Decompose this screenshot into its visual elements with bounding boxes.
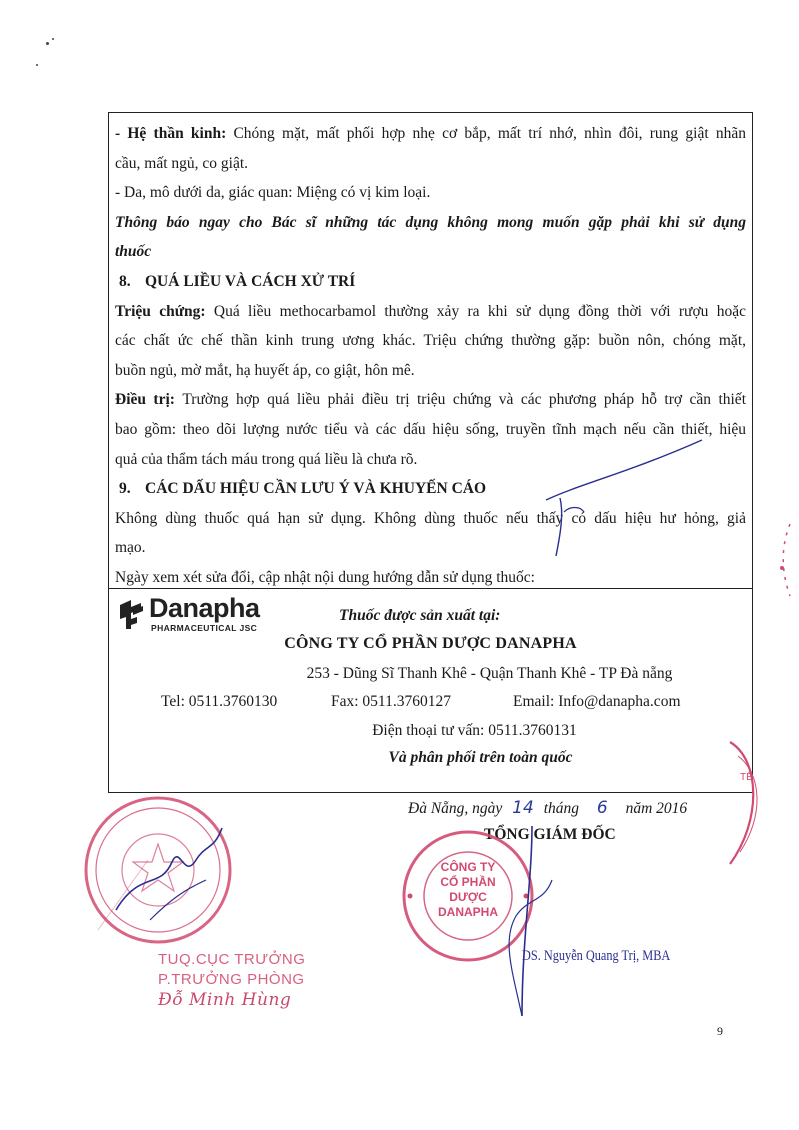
danapha-logo (115, 593, 305, 635)
section-number: 9. (119, 480, 131, 498)
section-number: 8. (119, 272, 131, 290)
stamp-line: DANAPHA (438, 905, 498, 919)
body-line (115, 297, 746, 327)
line-text: cầu, mất ngủ, co giật. (115, 154, 248, 172)
line-text: QUÁ LIỀU VÀ CÁCH XỬ TRÍ (145, 272, 356, 290)
edge-stamp-fragment-icon (700, 740, 799, 870)
company-address: 253 - Dũng Sĩ Thanh Khê - Quận Thanh Khê - TP Đà nẵng (306, 665, 673, 682)
tel-number: Tel: 0511.3760130 (161, 693, 278, 710)
stamp-line: CÔNG TY (440, 860, 496, 874)
body-line (115, 119, 746, 149)
logo-subtitle: PHARMACEUTICAL JSC (151, 623, 258, 633)
danapha-logo-icon (117, 597, 145, 631)
line-text: thuốc (115, 243, 152, 261)
date-line (408, 798, 687, 818)
body-line (115, 237, 746, 267)
company-name: CÔNG TY CỔ PHẦN DƯỢC DANAPHA (284, 635, 577, 652)
line-text: Chóng mặt, mất phối hợp nhẹ cơ bắp, mất trí nhớ, nhìn đôi, rung giật nhãn (233, 125, 746, 142)
line-text: Ngày xem xét sửa đổi, cập nhật nội dung hướng dẫn sử dụng thuốc: (115, 568, 535, 586)
date-month-label: tháng (543, 800, 579, 817)
page-number: 9 (717, 1024, 723, 1038)
line-text: các chất ức chế thần kinh trung ương khác. Triệu chứng thường gặp: buồn nôn, chóng mặt, (115, 332, 746, 350)
line-text: Quá liều methocarbamol thường xảy ra khi sử dụng đồng thời với rượu hoặc (213, 302, 746, 320)
director-signature-icon (492, 820, 582, 1020)
manufactured-label: Thuốc được sản xuất tại: (339, 607, 501, 624)
official-signature-text: Đỗ Minh Hùng (158, 990, 292, 1010)
body-line (115, 149, 746, 179)
term-label: Triệu chứng: (115, 302, 214, 320)
line-text: bao gồm: theo dõi lượng nước tiểu và các dấu hiệu sống, truyền tĩnh mạch nếu cần thiết, hiệu (115, 420, 746, 438)
term-label: - Hệ thần kinh: (115, 125, 234, 142)
stamp-line: DƯỢC (449, 890, 487, 904)
line-text: Trường hợp quá liều phải điều trị triệu chứng và các phương pháp hỗ trợ cần thiết (182, 391, 746, 409)
date-month: 6 (596, 798, 608, 818)
body-line (115, 326, 746, 356)
line-text: buồn ngủ, mờ mắt, hạ huyết áp, co giật, hôn mê. (115, 361, 415, 379)
manufacturer-footer (109, 589, 752, 793)
line-text: Thông báo ngay cho Bác sĩ những tác dụng không mong muốn gặp phải khi sử dụng (115, 213, 746, 231)
director-title: TỔNG GIÁM ĐỐC (484, 826, 616, 843)
edge-stamp-fragment-icon (760, 520, 799, 600)
hotline: Điện thoại tư vấn: 0511.3760131 (372, 722, 577, 739)
body-line (115, 208, 746, 238)
section-heading (115, 267, 746, 297)
distribution-note: Và phân phối trên toàn quốc (388, 749, 573, 766)
date-year: năm 2016 (625, 800, 688, 817)
body-line (115, 385, 746, 415)
body-line (115, 178, 746, 208)
scan-speck (52, 38, 54, 40)
line-text: quả của thẩm tách máu trong quá liều là chưa rõ. (115, 450, 418, 468)
line-text: - Da, mô dưới da, giác quan: Miệng có vị kim loại. (115, 184, 431, 202)
official-line-2: P.TRƯỞNG PHÒNG (158, 971, 305, 988)
term-label: Điều trị: (115, 391, 183, 409)
director-name: DS. Nguyễn Quang Trị, MBA (522, 948, 671, 964)
body-line (115, 356, 746, 386)
official-line-1: TUQ.CỤC TRƯỞNG (158, 951, 306, 968)
svg-text:TẾ: TẾ (740, 772, 753, 783)
line-text: Không dùng thuốc quá hạn sử dụng. Không dùng thuốc nếu thấy có dấu hiệu hư hỏng, giả (115, 509, 746, 527)
scan-speck (36, 64, 38, 66)
line-text: mạo. (115, 539, 146, 557)
scan-speck (46, 42, 49, 45)
stamp-line: CỔ PHẦN (440, 875, 496, 889)
fax-number: Fax: 0511.3760127 (331, 693, 451, 710)
email-address: Email: Info@danapha.com (513, 693, 681, 710)
date-prefix: Đà Nẵng, ngày (408, 800, 503, 817)
official-signature-icon (110, 820, 230, 930)
date-day: 14 (512, 798, 534, 818)
logo-name: Danapha (149, 593, 260, 623)
pen-stroke-icon (540, 432, 710, 562)
official-approval (158, 950, 305, 1010)
line-text: CÁC DẤU HIỆU CẦN LƯU Ý VÀ KHUYẾN CÁO (145, 480, 487, 498)
